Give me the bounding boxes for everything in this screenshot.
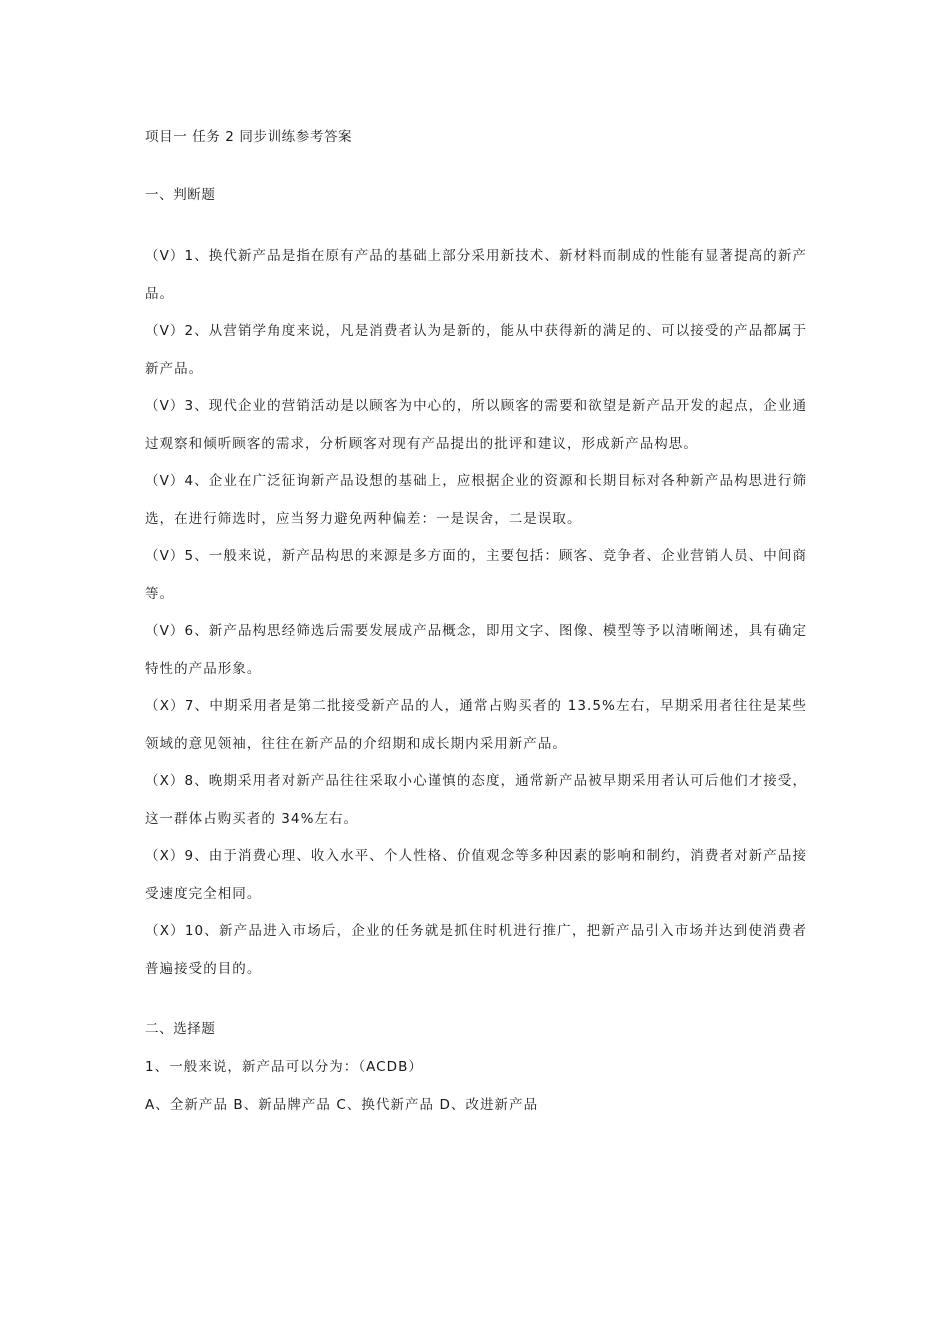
judgement-item-3: （V）3、现代企业的营销活动是以顾客为中心的，所以顾客的需要和欲望是新产品开发的起点，企业通过观察和倾听顾客的需求，分析顾客对现有产品提出的批评和建议，形成新产品构思。: [145, 398, 807, 452]
judgement-item-8: （X）8、晚期采用者对新产品往往采取小心谨慎的态度，通常新产品被早期采用者认可后他们才接受，这一群体占购买者的 34%左右。: [145, 773, 807, 827]
document-title: 项目一 任务 2 同步训练参考答案: [145, 129, 353, 145]
choice-question-1: 1、一般来说，新产品可以分为：（ACDB）: [145, 1059, 423, 1075]
document-body: [145, 126, 807, 1116]
judgement-item-5: （V）5、一般来说，新产品构思的来源是多方面的，主要包括：顾客、竞争者、企业营销人员、中间商等。: [145, 548, 807, 602]
section-heading-choice: 二、选择题: [145, 1021, 216, 1037]
judgement-item-1: （V）1、换代新产品是指在原有产品的基础上部分采用新技术、新材料而制成的性能有显著提高的新产品。: [145, 248, 807, 302]
judgement-item-10: （X）10、新产品进入市场后，企业的任务就是抓住时机进行推广，把新产品引入市场并达到使消费者普遍接受的目的。: [145, 923, 807, 977]
judgement-item-9: （X）9、由于消费心理、收入水平、个人性格、价值观念等多种因素的影响和制约，消费者对新产品接受速度完全相同。: [145, 848, 807, 902]
judgement-item-2: （V）2、从营销学角度来说，凡是消费者认为是新的，能从中获得新的满足的、可以接受的产品都属于新产品。: [145, 323, 807, 377]
judgement-item-6: （V）6、新产品构思经筛选后需要发展成产品概念，即用文字、图像、模型等予以清晰阐述，具有确定特性的产品形象。: [145, 623, 807, 677]
judgement-item-4: （V）4、企业在广泛征询新产品设想的基础上，应根据企业的资源和长期目标对各种新产品构思进行筛选，在进行筛选时，应当努力避免两种偏差：一是误舍，二是误取。: [145, 473, 807, 527]
choice-question-1-options: A、全新产品 B、新品牌产品 C、换代新产品 D、改进新产品: [145, 1097, 539, 1113]
judgement-item-7: （X）7、中期采用者是第二批接受新产品的人，通常占购买者的 13.5%左右，早期采用者往往是某些领域的意见领袖，往往在新产品的介绍期和成长期内采用新产品。: [145, 698, 807, 752]
judgement-list: [145, 238, 807, 988]
section-heading-judgement: 一、判断题: [145, 187, 216, 203]
